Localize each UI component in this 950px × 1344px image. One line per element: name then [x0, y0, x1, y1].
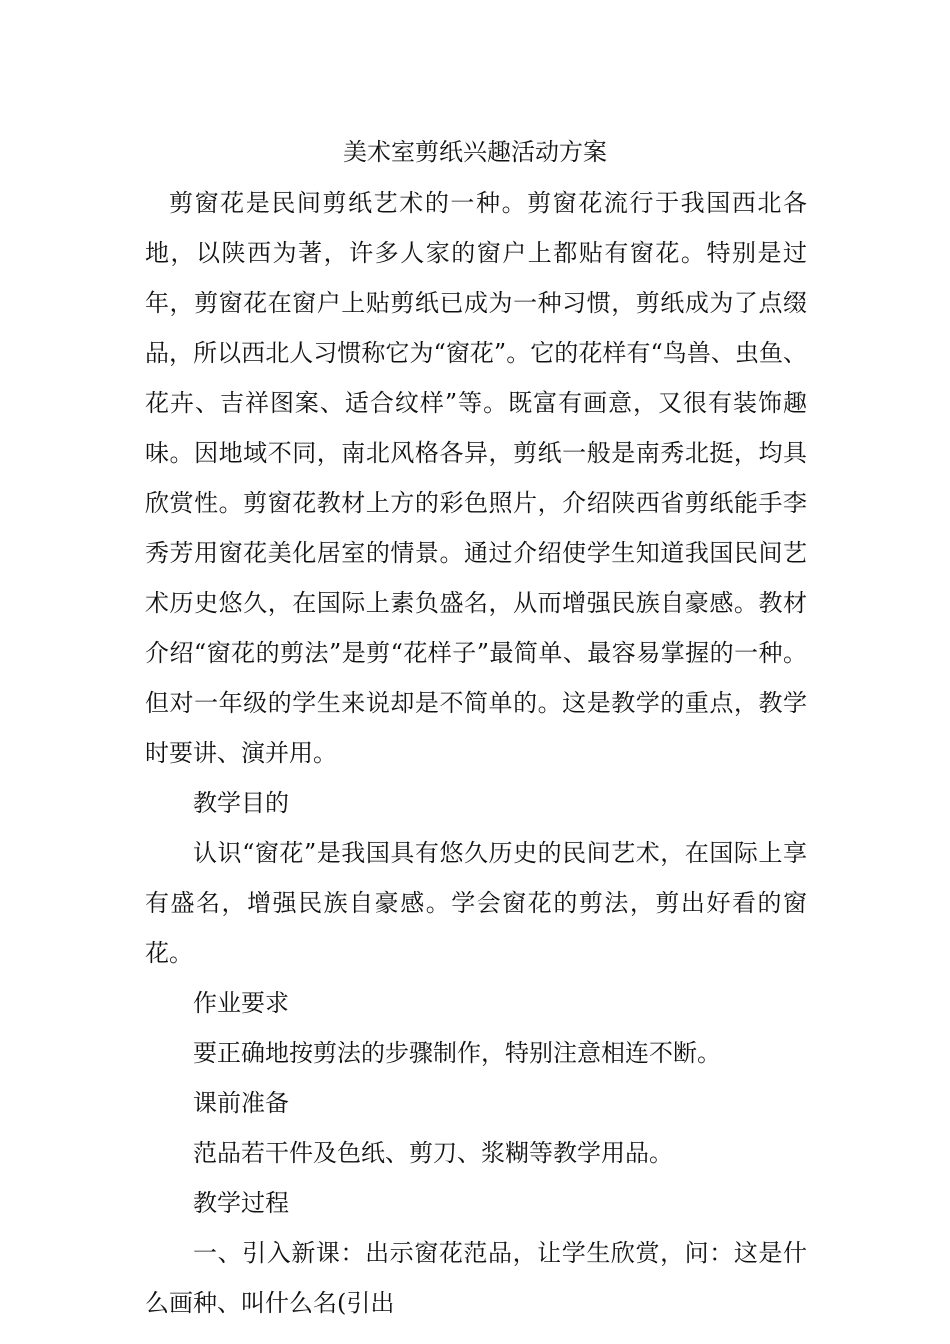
- section-heading-preparation: 课前准备: [193, 1089, 289, 1117]
- section-text-preparation: 范品若干件及色纸、剪刀、浆糊等教学用品。: [193, 1139, 673, 1167]
- section-heading-objectives: 教学目的: [193, 789, 289, 817]
- intro-paragraph: 剪窗花是民间剪纸艺术的一种。剪窗花流行于我国西北各地，以陕西为著，许多人家的窗户上都贴有窗花。特别是过年，剪窗花在窗户上贴剪纸已成为一种习惯，剪纸成为了点缀品，所以西北人习惯称它为“窗花”。它的花样有“鸟兽、虫鱼、花卉、吉祥图案、适合纹样”等。既富有画意，又很有装饰趣味。因地域不同，南北风格各异，剪纸一般是南秀北挺，均具欣赏性。剪窗花教材上方的彩色照片，介绍陕西省剪纸能手李秀芳用窗花美化居室的情景。通过介绍使学生知道我国民间艺术历史悠久，在国际上素负盛名，从而增强民族自豪感。教材介绍“窗花的剪法”是剪“花样子”最简单、最容易掌握的一种。但对一年级的学生来说却是不简单的。这是教学的重点，教学时要讲、演并用。: [145, 189, 807, 767]
- section-text-homework: 要正确地按剪法的步骤制作，特别注意相连不断。: [193, 1039, 721, 1067]
- section-text-objectives: 认识“窗花”是我国具有悠久历史的民间艺术，在国际上享有盛名，增强民族自豪感。学会窗花的剪法，剪出好看的窗花。: [145, 839, 807, 967]
- document-body: [145, 178, 807, 1328]
- section-heading-process: 教学过程: [193, 1189, 289, 1217]
- section-heading-homework: 作业要求: [193, 989, 289, 1017]
- section-text-process: 一、引入新课：出示窗花范品，让学生欣赏，问：这是什么画种、叫什么名(引出: [145, 1239, 807, 1317]
- document-title: 美术室剪纸兴趣活动方案: [343, 138, 607, 166]
